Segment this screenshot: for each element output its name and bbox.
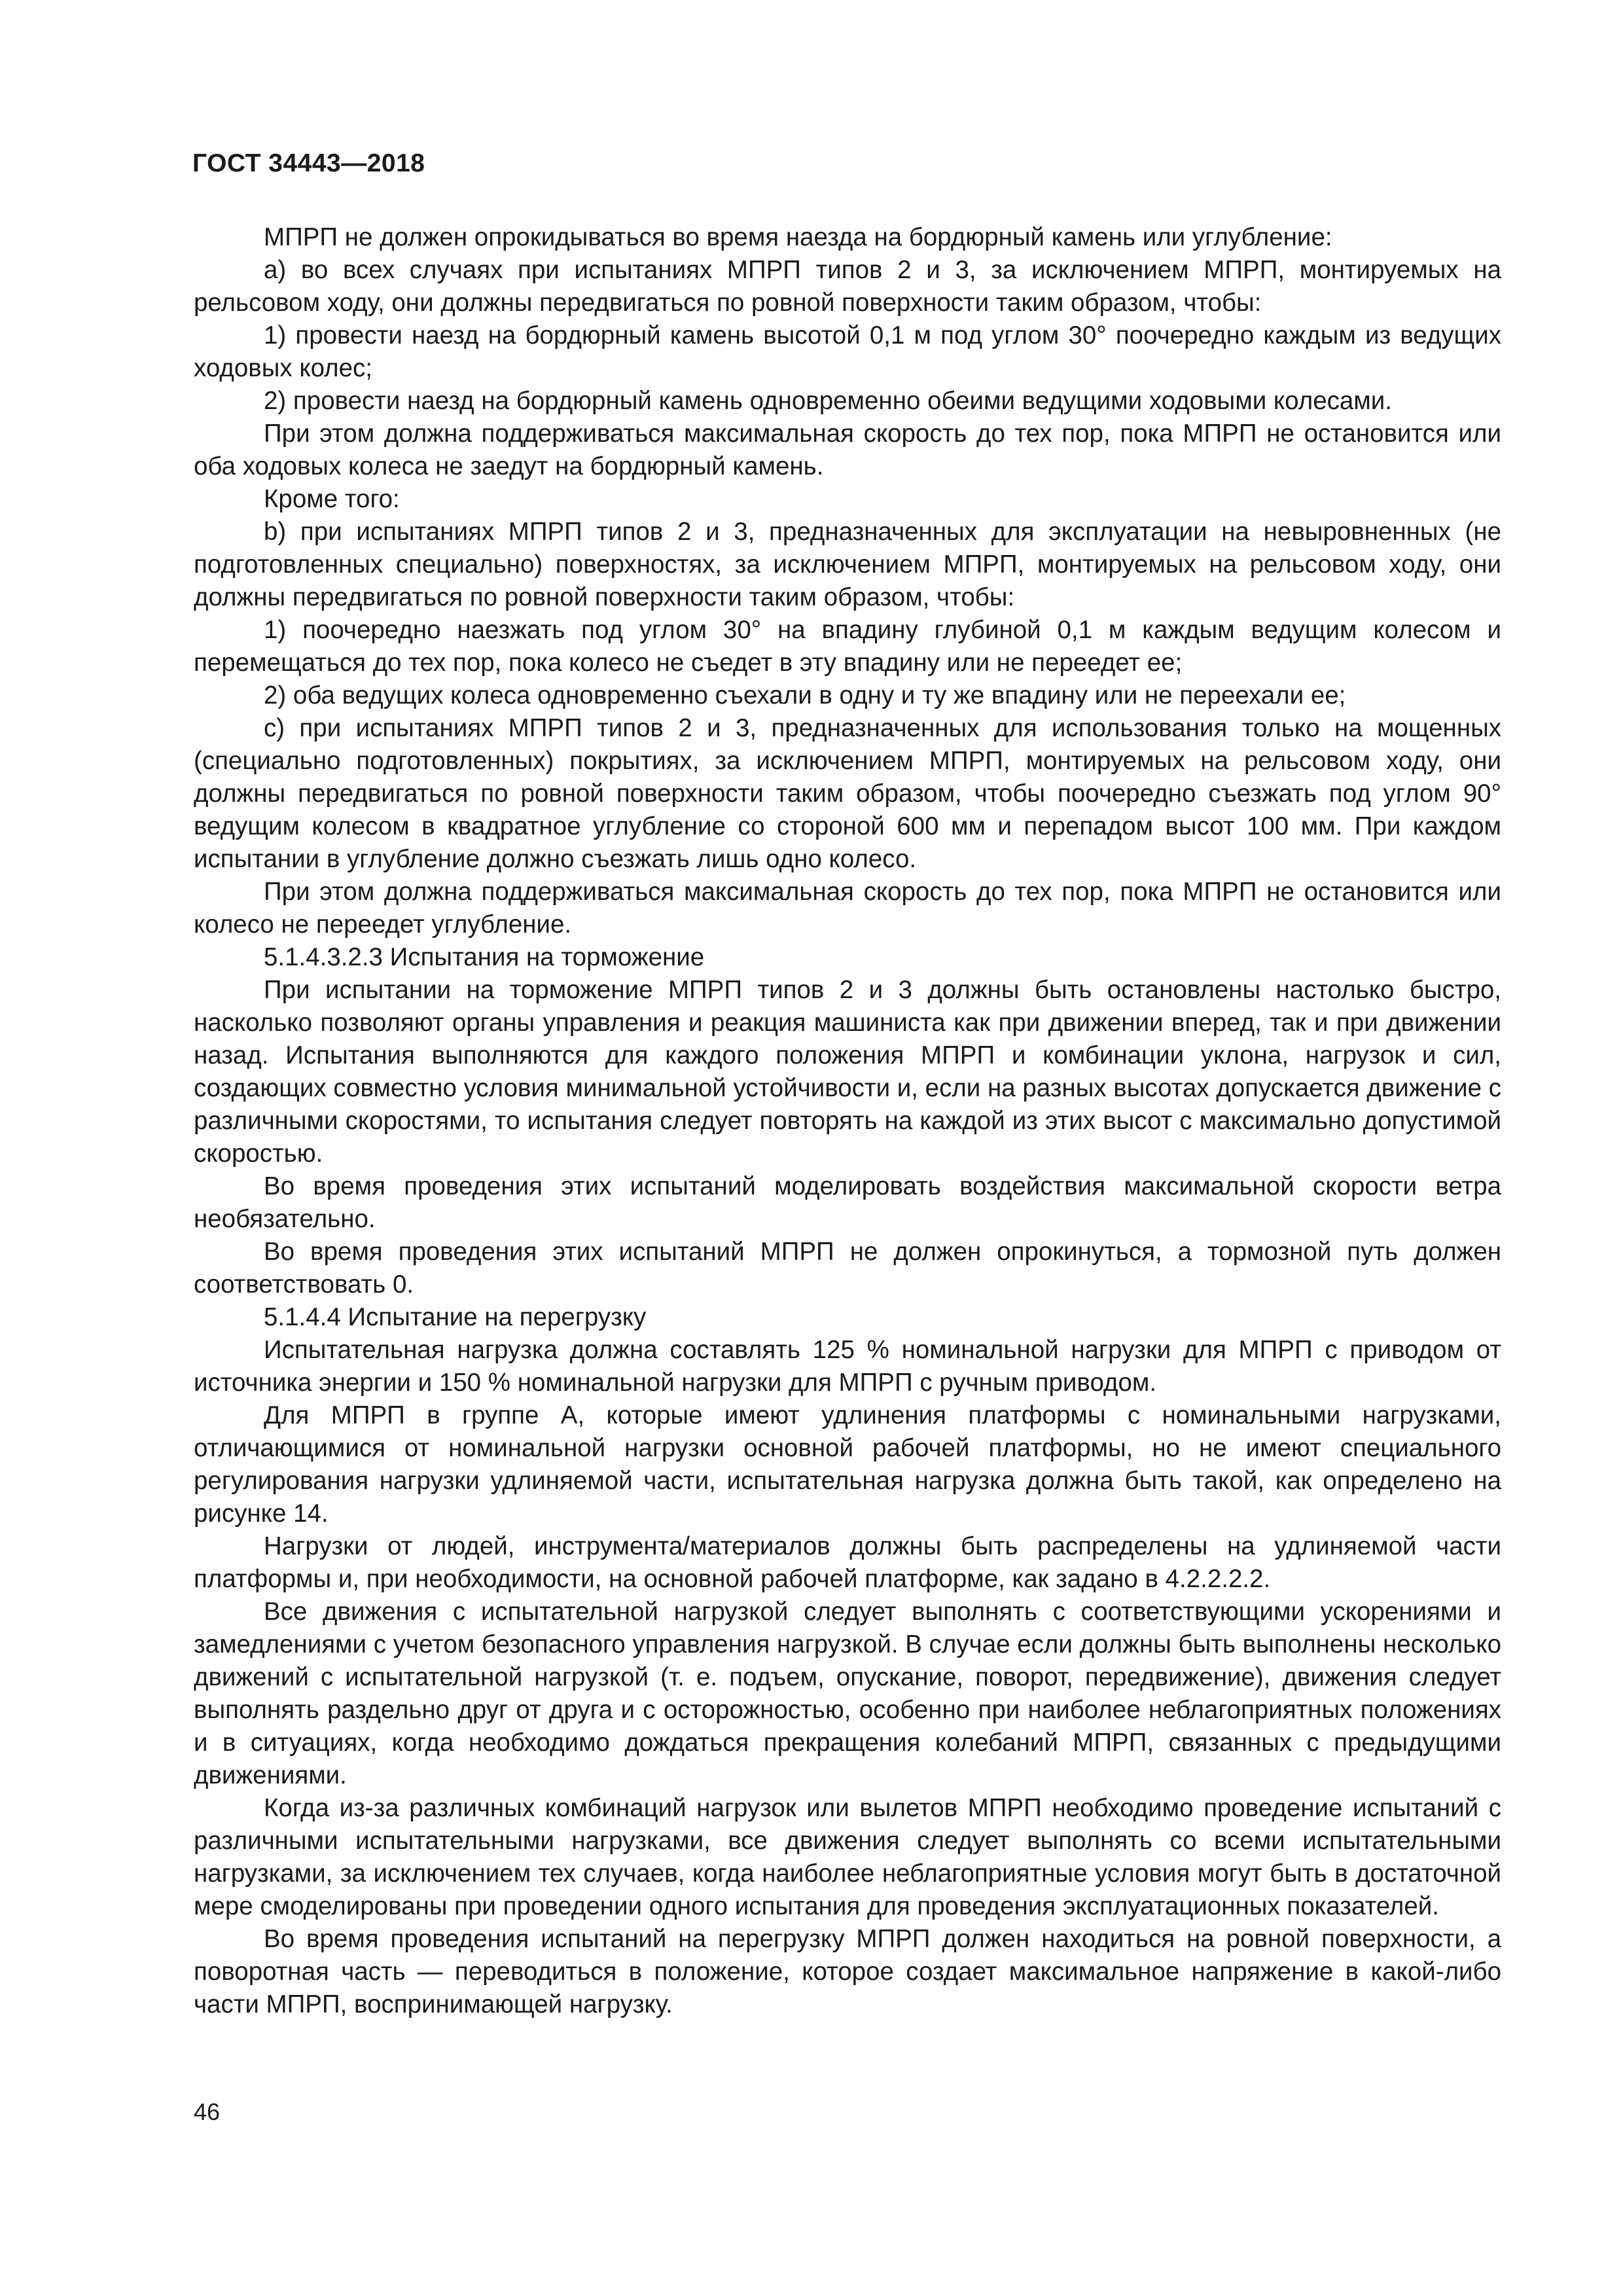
paragraph: b) при испытаниях МПРП типов 2 и 3, предназначенных для эксплуатации на невыровненных (не подготовленных специально) поверхностях, за исключением МПРП, монтируемых на рельсовом ходу, они должны передвигаться по ровной поверхности таким образом, чтобы: — [194, 518, 1501, 611]
paragraph: 1) провести наезд на бордюрный камень высотой 0,1 м под углом 30° поочередно каждым из ведущих ходовых колес; — [194, 321, 1501, 382]
paragraph: Нагрузки от людей, инструмента/материалов должны быть распределены на удлиняемой части платформы и, при необходимости, на основной рабочей платформе, как задано в 4.2.2.2.2. — [194, 1532, 1501, 1593]
section-heading: 5.1.4.4 Испытание на перегрузку — [264, 1303, 647, 1331]
paragraph: Во время проведения этих испытаний моделировать воздействия максимальной скорости ветра необязательно. — [194, 1172, 1501, 1233]
section-heading: 5.1.4.3.2.3 Испытания на торможение — [264, 943, 705, 971]
document-header: ГОСТ 34443—2018 — [192, 149, 425, 177]
paragraph: При испытании на торможение МПРП типов 2 и 3 должны быть остановлены настолько быстро, насколько позволяют органы управления и реакция машиниста как при движении вперед, так и при движении назад. Испытания выполняются для каждого положения МПРП и комбинации уклона, нагрузок и сил, создающих совместно условия минимальной устойчивости и, если на разных высотах допускается движение с различными скоростями, то испытания следует повторять на каждой из этих высот с максимально допустимой скоростью. — [194, 976, 1501, 1168]
paragraph: Все движения с испытательной нагрузкой следует выполнять с соответствующими ускорениями и замедлениями с учетом безопасного управления нагрузкой. В случае если должны быть выполнены несколько движений с испытательной нагрузкой (т. е. подъем, опускание, поворот, передвижение), движения следует выполнять раздельно друг от друга и с осторожностью, особенно при наиболее неблагоприятных положениях и в ситуациях, когда необходимо дождаться прекращения колебаний МПРП, связанных с предыдущими движениями. — [194, 1598, 1501, 1789]
paragraph: МПРП не должен опрокидываться во время наезда на бордюрный камень или углубление: — [264, 223, 1332, 251]
document-body — [194, 221, 1501, 2021]
paragraph: Кроме того: — [264, 485, 400, 513]
paragraph: c) при испытаниях МПРП типов 2 и 3, предназначенных для использования только на мощенных (специально подготовленных) покрытиях, за исключением МПРП, монтируемых на рельсовом ходу, они должны передвигаться по ровной поверхности таким образом, чтобы поочередно съезжать под углом 90° ведущим колесом в квадратное углубление со стороной 600 мм и перепадом высот 100 мм. При каждом испытании в углубление должно съезжать лишь одно колесо. — [194, 714, 1501, 873]
paragraph: Для МПРП в группе А, которые имеют удлинения платформы с номинальными нагрузками, отличающимися от номинальной нагрузки основной рабочей платформы, но не имеют специального регулирования нагрузки удлиняемой части, испытательная нагрузка должна быть такой, как определено на рисунке 14. — [194, 1401, 1501, 1528]
paragraph: Испытательная нагрузка должна составлять 125 % номинальной нагрузки для МПРП с приводом от источника энергии и 150 % номинальной нагрузки для МПРП с ручным приводом. — [194, 1336, 1501, 1397]
paragraph: Во время проведения испытаний на перегрузку МПРП должен находиться на ровной поверхности, а поворотная часть — переводиться в положение, которое создает максимальное напряжение в какой-либо части МПРП, воспринимающей нагрузку. — [194, 1925, 1501, 2018]
paragraph: 2) провести наезд на бордюрный камень одновременно обеими ведущими ходовыми колесами. — [264, 387, 1392, 415]
paragraph: 1) поочередно наезжать под углом 30° на впадину глубиной 0,1 м каждым ведущим колесом и перемещаться до тех пор, пока колесо не съедет в эту впадину или не переедет ее; — [194, 616, 1501, 677]
page-number: 46 — [194, 2098, 221, 2125]
paragraph: а) во всех случаях при испытаниях МПРП типов 2 и 3, за исключением МПРП, монтируемых на рельсовом ходу, они должны передвигаться по ровной поверхности таким образом, чтобы: — [194, 256, 1501, 317]
paragraph: 2) оба ведущих колеса одновременно съехали в одну и ту же впадину или не переехали ее; — [264, 681, 1346, 709]
paragraph: При этом должна поддерживаться максимальная скорость до тех пор, пока МПРП не остановится или оба ходовых колеса не заедут на бордюрный камень. — [194, 420, 1501, 480]
paragraph: Во время проведения этих испытаний МПРП не должен опрокинуться, а тормозной путь должен соответствовать 0. — [194, 1238, 1501, 1299]
paragraph: Когда из-за различных комбинаций нагрузок или вылетов МПРП необходимо проведение испытаний с различными испытательными нагрузками, все движения следует выполнять со всеми испытательными нагрузками, за исключением тех случаев, когда наиболее неблагоприятные условия могут быть в достаточной мере смоделированы при проведении одного испытания для проведения эксплуатационных показателей. — [194, 1794, 1501, 1920]
paragraph: При этом должна поддерживаться максимальная скорость до тех пор, пока МПРП не остановится или колесо не переедет углубление. — [194, 878, 1501, 939]
